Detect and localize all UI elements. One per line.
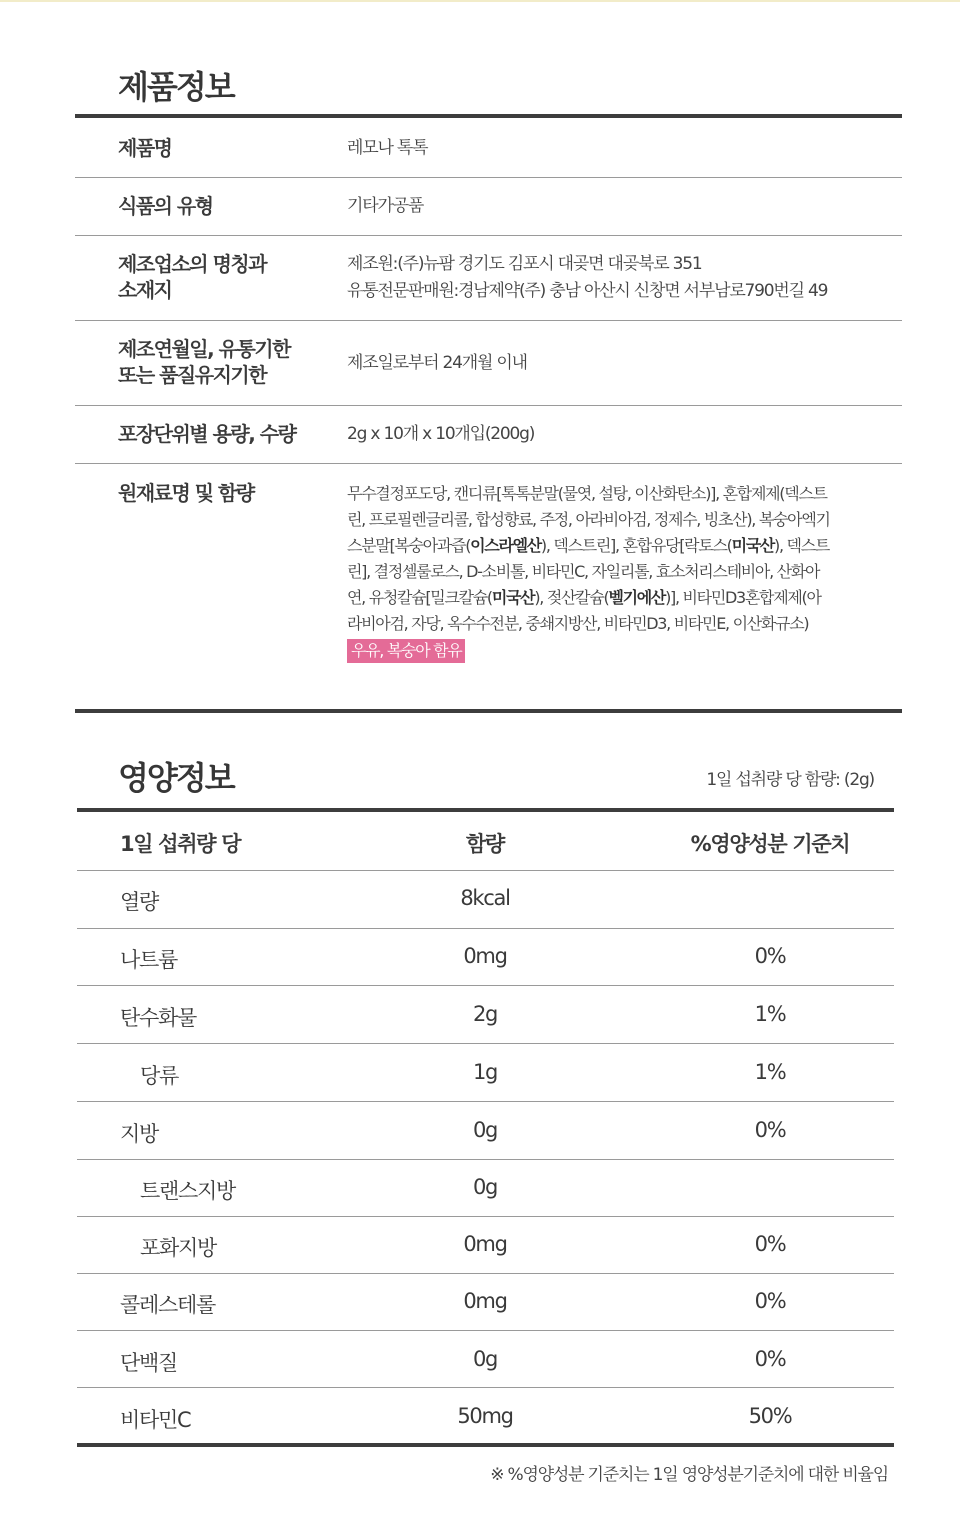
divider: [75, 405, 902, 406]
divider: [77, 1216, 894, 1217]
divider: [75, 320, 902, 321]
divider: [77, 985, 894, 986]
row-value-manufacturer: 제조원:(주)뉴팜 경기도 김포시 대곶면 대곶북로 351 유통전문판매원:경남제약(주) 충남 아산시 신창면 서부남로790번길 49: [347, 254, 828, 301]
col-header-serving: 1일 섭취량 당: [120, 832, 241, 856]
serving-size-note: 1일 섭취량 당 함량: (2g): [706, 770, 874, 790]
divider: [77, 1101, 894, 1102]
row-value-package: 2g x 10개 x 10개입(200g): [347, 424, 535, 444]
divider: [77, 1443, 894, 1447]
col-header-amount: 함량: [466, 832, 504, 856]
allergen-badge: 우유, 복숭아 함유: [347, 639, 465, 663]
row-label-food-type: 식품의 유형: [118, 194, 213, 218]
row-label-expiry: 제조연월일, 유통기한 또는 품질유지기한: [118, 337, 290, 387]
divider: [77, 808, 894, 812]
origin-highlight: 미국산: [491, 588, 535, 607]
divider: [75, 709, 902, 713]
divider: [77, 928, 894, 929]
nutrition-title: 영양정보: [118, 759, 234, 797]
origin-highlight: 미국산: [731, 536, 775, 555]
row-value-expiry: 제조일로부터 24개월 이내: [347, 353, 527, 373]
row-label-product-name: 제품명: [118, 136, 172, 160]
divider: [77, 1330, 894, 1331]
divider: [75, 463, 902, 464]
divider: [77, 1387, 894, 1388]
row-label-manufacturer: 제조업소의 명칭과 소재지: [118, 252, 267, 302]
divider: [75, 235, 902, 236]
row-value-product-name: 레모나 톡톡: [347, 138, 428, 158]
row-label-package: 포장단위별 용량, 수량: [118, 422, 296, 446]
divider: [77, 1273, 894, 1274]
divider: [77, 870, 894, 871]
product-info-title: 제품정보: [118, 68, 234, 106]
origin-highlight: 벨기에산: [608, 588, 666, 607]
col-header-percent: %영양성분 기준치: [690, 832, 850, 856]
top-accent-line: [0, 0, 960, 2]
origin-highlight: 이스라엘산: [470, 536, 541, 555]
row-value-ingredients: 무수결정포도당, 캔디류[톡톡분말(물엿, 설탕, 이산화탄소)], 혼합제제(덱스트린, 프로필렌글리콜, 합성향료, 주정, 아라비아검, 정제수, 빙초산), 복숭아엑기스분말[복숭아과즙(이스라엘산), 덱스트린], 혼합유당[락토스(미국산), 덱스트린], 결정셀룰로스, D-소비톨, 비타민C, 자일리톨, 효소처리스테비아, 산화아연, 유청칼슘[밀크칼슘(미국산), 젖산칼슘(벨기에산)], 비타민D3혼합제제(아라비아검, 자당, 옥수수전분, 중쇄지방산, 비타민D3, 비타민E, 이산화규소) 우유, 복숭아 함유: [347, 481, 832, 664]
row-label-ingredients: 원재료명 및 함량: [118, 481, 254, 505]
divider: [75, 177, 902, 178]
footnote: ※ %영양성분 기준치는 1일 영양성분기준치에 대한 비율임: [490, 1465, 888, 1485]
divider: [77, 1043, 894, 1044]
divider: [75, 114, 902, 118]
divider: [77, 1159, 894, 1160]
row-value-food-type: 기타가공품: [347, 196, 424, 216]
